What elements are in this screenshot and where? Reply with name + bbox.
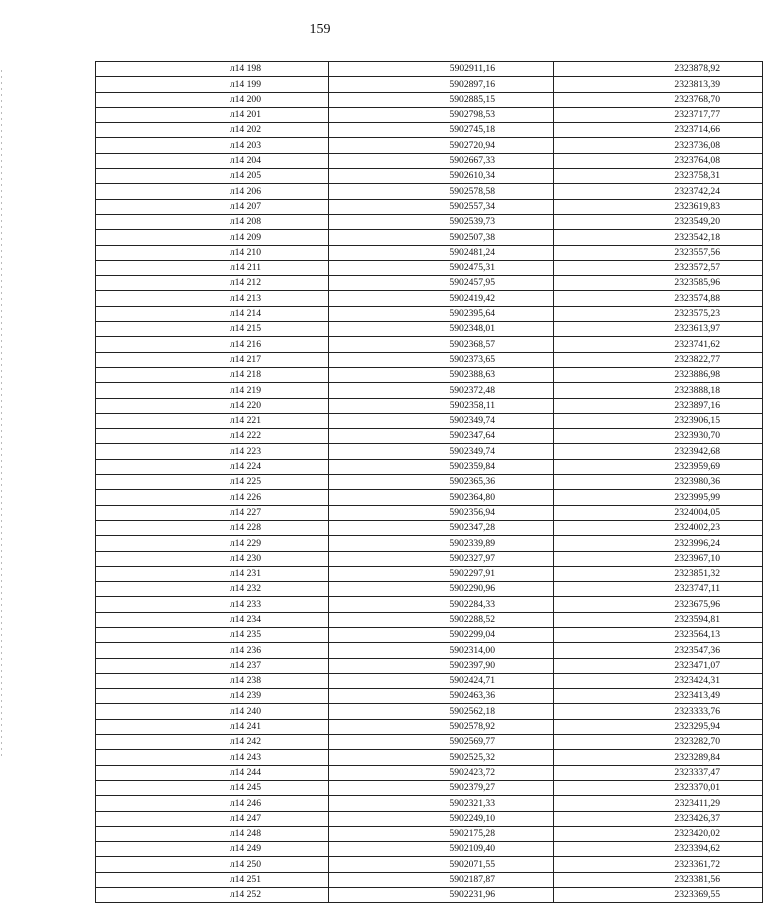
point-id-cell: л14 229: [96, 536, 329, 551]
y-coordinate-cell: 2323764,08: [554, 153, 763, 168]
table-row: [96, 199, 763, 214]
point-id-cell: л14 251: [96, 872, 329, 887]
table-row: [96, 842, 763, 857]
x-coordinate-cell: 5902290,96: [329, 582, 554, 597]
y-coordinate-cell: 2323822,77: [554, 352, 763, 367]
x-coordinate-cell: 5902321,33: [329, 796, 554, 811]
point-id-cell: л14 222: [96, 429, 329, 444]
x-coordinate-cell: 5902348,01: [329, 322, 554, 337]
point-id-cell: л14 237: [96, 658, 329, 673]
y-coordinate-cell: 2323758,31: [554, 169, 763, 184]
x-coordinate-cell: 5902187,87: [329, 872, 554, 887]
table-row: [96, 459, 763, 474]
table-row: [96, 322, 763, 337]
x-coordinate-cell: 5902327,97: [329, 551, 554, 566]
point-id-cell: л14 212: [96, 276, 329, 291]
y-coordinate-cell: 2323575,23: [554, 306, 763, 321]
y-coordinate-cell: 2323768,70: [554, 92, 763, 107]
x-coordinate-cell: 5902299,04: [329, 627, 554, 642]
y-coordinate-cell: 2323411,29: [554, 796, 763, 811]
point-id-cell: л14 242: [96, 735, 329, 750]
x-coordinate-cell: 5902373,65: [329, 352, 554, 367]
table-row: [96, 245, 763, 260]
y-coordinate-cell: 2323282,70: [554, 735, 763, 750]
point-id-cell: л14 234: [96, 612, 329, 627]
y-coordinate-cell: 2323549,20: [554, 214, 763, 229]
table-row: [96, 582, 763, 597]
x-coordinate-cell: 5902507,38: [329, 230, 554, 245]
table-row: [96, 597, 763, 612]
y-coordinate-cell: 2323424,31: [554, 673, 763, 688]
table-row: [96, 138, 763, 153]
table-row: [96, 260, 763, 275]
y-coordinate-cell: 2323906,15: [554, 413, 763, 428]
y-coordinate-cell: 2323741,62: [554, 337, 763, 352]
table-row: [96, 367, 763, 382]
y-coordinate-cell: 2323471,07: [554, 658, 763, 673]
x-coordinate-cell: 5902745,18: [329, 123, 554, 138]
table-row: [96, 169, 763, 184]
page-edge-mark: [1, 70, 2, 760]
x-coordinate-cell: 5902339,89: [329, 536, 554, 551]
table-row: [96, 536, 763, 551]
x-coordinate-cell: 5902424,71: [329, 673, 554, 688]
x-coordinate-cell: 5902388,63: [329, 367, 554, 382]
table-row: [96, 796, 763, 811]
x-coordinate-cell: 5902720,94: [329, 138, 554, 153]
point-id-cell: л14 232: [96, 582, 329, 597]
x-coordinate-cell: 5902481,24: [329, 245, 554, 260]
table-row: [96, 444, 763, 459]
point-id-cell: л14 202: [96, 123, 329, 138]
y-coordinate-cell: 2323295,94: [554, 719, 763, 734]
y-coordinate-cell: 2323888,18: [554, 383, 763, 398]
point-id-cell: л14 235: [96, 627, 329, 642]
table-row: [96, 153, 763, 168]
y-coordinate-cell: 2323675,96: [554, 597, 763, 612]
y-coordinate-cell: 2323736,08: [554, 138, 763, 153]
y-coordinate-cell: 2324004,05: [554, 505, 763, 520]
table-row: [96, 673, 763, 688]
point-id-cell: л14 252: [96, 888, 329, 903]
table-row: [96, 735, 763, 750]
y-coordinate-cell: 2323420,02: [554, 826, 763, 841]
coordinate-table: [95, 61, 763, 903]
point-id-cell: л14 225: [96, 475, 329, 490]
x-coordinate-cell: 5902610,34: [329, 169, 554, 184]
y-coordinate-cell: 2323897,16: [554, 398, 763, 413]
point-id-cell: л14 233: [96, 597, 329, 612]
x-coordinate-cell: 5902347,64: [329, 429, 554, 444]
point-id-cell: л14 207: [96, 199, 329, 214]
point-id-cell: л14 239: [96, 689, 329, 704]
table-row: [96, 826, 763, 841]
x-coordinate-cell: 5902419,42: [329, 291, 554, 306]
y-coordinate-cell: 2323594,81: [554, 612, 763, 627]
y-coordinate-cell: 2323967,10: [554, 551, 763, 566]
table-row: [96, 872, 763, 887]
table-row: [96, 77, 763, 92]
table-row: [96, 811, 763, 826]
y-coordinate-cell: 2323613,97: [554, 322, 763, 337]
y-coordinate-cell: 2323572,57: [554, 260, 763, 275]
y-coordinate-cell: 2323564,13: [554, 627, 763, 642]
table-row: [96, 383, 763, 398]
y-coordinate-cell: 2323394,62: [554, 842, 763, 857]
table-row: [96, 214, 763, 229]
x-coordinate-cell: 5902569,77: [329, 735, 554, 750]
table-row: [96, 566, 763, 581]
point-id-cell: л14 220: [96, 398, 329, 413]
y-coordinate-cell: 2323742,24: [554, 184, 763, 199]
point-id-cell: л14 230: [96, 551, 329, 566]
table-row: [96, 627, 763, 642]
table-row: [96, 505, 763, 520]
table-row: [96, 62, 763, 77]
point-id-cell: л14 250: [96, 857, 329, 872]
table-row: [96, 719, 763, 734]
x-coordinate-cell: 5902578,92: [329, 719, 554, 734]
point-id-cell: л14 224: [96, 459, 329, 474]
point-id-cell: л14 208: [96, 214, 329, 229]
x-coordinate-cell: 5902911,16: [329, 62, 554, 77]
y-coordinate-cell: 2323426,37: [554, 811, 763, 826]
table-row: [96, 276, 763, 291]
x-coordinate-cell: 5902175,28: [329, 826, 554, 841]
y-coordinate-cell: 2323959,69: [554, 459, 763, 474]
table-row: [96, 689, 763, 704]
point-id-cell: л14 204: [96, 153, 329, 168]
point-id-cell: л14 217: [96, 352, 329, 367]
point-id-cell: л14 245: [96, 780, 329, 795]
y-coordinate-cell: 2323361,72: [554, 857, 763, 872]
y-coordinate-cell: 2323942,68: [554, 444, 763, 459]
y-coordinate-cell: 2323370,01: [554, 780, 763, 795]
table-row: [96, 398, 763, 413]
y-coordinate-cell: 2323747,11: [554, 582, 763, 597]
x-coordinate-cell: 5902297,91: [329, 566, 554, 581]
x-coordinate-cell: 5902288,52: [329, 612, 554, 627]
x-coordinate-cell: 5902365,36: [329, 475, 554, 490]
table-row: [96, 857, 763, 872]
point-id-cell: л14 203: [96, 138, 329, 153]
table-row: [96, 704, 763, 719]
table-row: [96, 306, 763, 321]
y-coordinate-cell: 2323930,70: [554, 429, 763, 444]
x-coordinate-cell: 5902525,32: [329, 750, 554, 765]
point-id-cell: л14 247: [96, 811, 329, 826]
table-row: [96, 765, 763, 780]
y-coordinate-cell: 2323813,39: [554, 77, 763, 92]
point-id-cell: л14 226: [96, 490, 329, 505]
point-id-cell: л14 249: [96, 842, 329, 857]
y-coordinate-cell: 2323557,56: [554, 245, 763, 260]
table-row: [96, 337, 763, 352]
x-coordinate-cell: 5902349,74: [329, 444, 554, 459]
point-id-cell: л14 240: [96, 704, 329, 719]
y-coordinate-cell: 2323289,84: [554, 750, 763, 765]
y-coordinate-cell: 2323413,49: [554, 689, 763, 704]
point-id-cell: л14 213: [96, 291, 329, 306]
point-id-cell: л14 241: [96, 719, 329, 734]
x-coordinate-cell: 5902539,73: [329, 214, 554, 229]
y-coordinate-cell: 2323996,24: [554, 536, 763, 551]
x-coordinate-cell: 5902423,72: [329, 765, 554, 780]
y-coordinate-cell: 2323381,56: [554, 872, 763, 887]
table-row: [96, 551, 763, 566]
x-coordinate-cell: 5902475,31: [329, 260, 554, 275]
x-coordinate-cell: 5902358,11: [329, 398, 554, 413]
x-coordinate-cell: 5902562,18: [329, 704, 554, 719]
x-coordinate-cell: 5902557,34: [329, 199, 554, 214]
x-coordinate-cell: 5902284,33: [329, 597, 554, 612]
table-row: [96, 490, 763, 505]
point-id-cell: л14 200: [96, 92, 329, 107]
table-row: [96, 107, 763, 122]
x-coordinate-cell: 5902231,96: [329, 888, 554, 903]
point-id-cell: л14 244: [96, 765, 329, 780]
x-coordinate-cell: 5902457,95: [329, 276, 554, 291]
y-coordinate-cell: 2323574,88: [554, 291, 763, 306]
point-id-cell: л14 219: [96, 383, 329, 398]
table-row: [96, 643, 763, 658]
point-id-cell: л14 243: [96, 750, 329, 765]
y-coordinate-cell: 2323619,83: [554, 199, 763, 214]
point-id-cell: л14 248: [96, 826, 329, 841]
x-coordinate-cell: 5902798,53: [329, 107, 554, 122]
point-id-cell: л14 221: [96, 413, 329, 428]
x-coordinate-cell: 5902314,00: [329, 643, 554, 658]
point-id-cell: л14 198: [96, 62, 329, 77]
x-coordinate-cell: 5902109,40: [329, 842, 554, 857]
table-row: [96, 429, 763, 444]
table-row: [96, 475, 763, 490]
point-id-cell: л14 216: [96, 337, 329, 352]
y-coordinate-cell: 2323369,55: [554, 888, 763, 903]
table-row: [96, 123, 763, 138]
table-row: [96, 352, 763, 367]
x-coordinate-cell: 5902359,84: [329, 459, 554, 474]
table-row: [96, 413, 763, 428]
x-coordinate-cell: 5902395,64: [329, 306, 554, 321]
y-coordinate-cell: 2323714,66: [554, 123, 763, 138]
x-coordinate-cell: 5902463,36: [329, 689, 554, 704]
y-coordinate-cell: 2323585,96: [554, 276, 763, 291]
y-coordinate-cell: 2323886,98: [554, 367, 763, 382]
table-row: [96, 888, 763, 903]
y-coordinate-cell: 2323542,18: [554, 230, 763, 245]
x-coordinate-cell: 5902578,58: [329, 184, 554, 199]
y-coordinate-cell: 2323980,36: [554, 475, 763, 490]
point-id-cell: л14 206: [96, 184, 329, 199]
point-id-cell: л14 214: [96, 306, 329, 321]
y-coordinate-cell: 2323851,32: [554, 566, 763, 581]
x-coordinate-cell: 5902885,15: [329, 92, 554, 107]
table-row: [96, 750, 763, 765]
y-coordinate-cell: 2323337,47: [554, 765, 763, 780]
point-id-cell: л14 210: [96, 245, 329, 260]
point-id-cell: л14 211: [96, 260, 329, 275]
point-id-cell: л14 223: [96, 444, 329, 459]
table-row: [96, 184, 763, 199]
point-id-cell: л14 201: [96, 107, 329, 122]
table-row: [96, 92, 763, 107]
point-id-cell: л14 205: [96, 169, 329, 184]
x-coordinate-cell: 5902349,74: [329, 413, 554, 428]
point-id-cell: л14 215: [96, 322, 329, 337]
x-coordinate-cell: 5902071,55: [329, 857, 554, 872]
y-coordinate-cell: 2324002,23: [554, 520, 763, 535]
x-coordinate-cell: 5902356,94: [329, 505, 554, 520]
table-row: [96, 780, 763, 795]
x-coordinate-cell: 5902347,28: [329, 520, 554, 535]
y-coordinate-cell: 2323333,76: [554, 704, 763, 719]
table-row: [96, 612, 763, 627]
point-id-cell: л14 236: [96, 643, 329, 658]
x-coordinate-cell: 5902379,27: [329, 780, 554, 795]
y-coordinate-cell: 2323878,92: [554, 62, 763, 77]
table-row: [96, 520, 763, 535]
table-row: [96, 291, 763, 306]
y-coordinate-cell: 2323717,77: [554, 107, 763, 122]
table-row: [96, 658, 763, 673]
x-coordinate-cell: 5902372,48: [329, 383, 554, 398]
point-id-cell: л14 209: [96, 230, 329, 245]
table-row: [96, 230, 763, 245]
point-id-cell: л14 227: [96, 505, 329, 520]
y-coordinate-cell: 2323995,99: [554, 490, 763, 505]
x-coordinate-cell: 5902368,57: [329, 337, 554, 352]
point-id-cell: л14 199: [96, 77, 329, 92]
point-id-cell: л14 218: [96, 367, 329, 382]
x-coordinate-cell: 5902667,33: [329, 153, 554, 168]
x-coordinate-cell: 5902364,80: [329, 490, 554, 505]
point-id-cell: л14 228: [96, 520, 329, 535]
point-id-cell: л14 246: [96, 796, 329, 811]
table-body: [96, 62, 763, 903]
page-number: 159: [309, 22, 331, 37]
x-coordinate-cell: 5902897,16: [329, 77, 554, 92]
x-coordinate-cell: 5902397,90: [329, 658, 554, 673]
y-coordinate-cell: 2323547,36: [554, 643, 763, 658]
x-coordinate-cell: 5902249,10: [329, 811, 554, 826]
point-id-cell: л14 238: [96, 673, 329, 688]
point-id-cell: л14 231: [96, 566, 329, 581]
